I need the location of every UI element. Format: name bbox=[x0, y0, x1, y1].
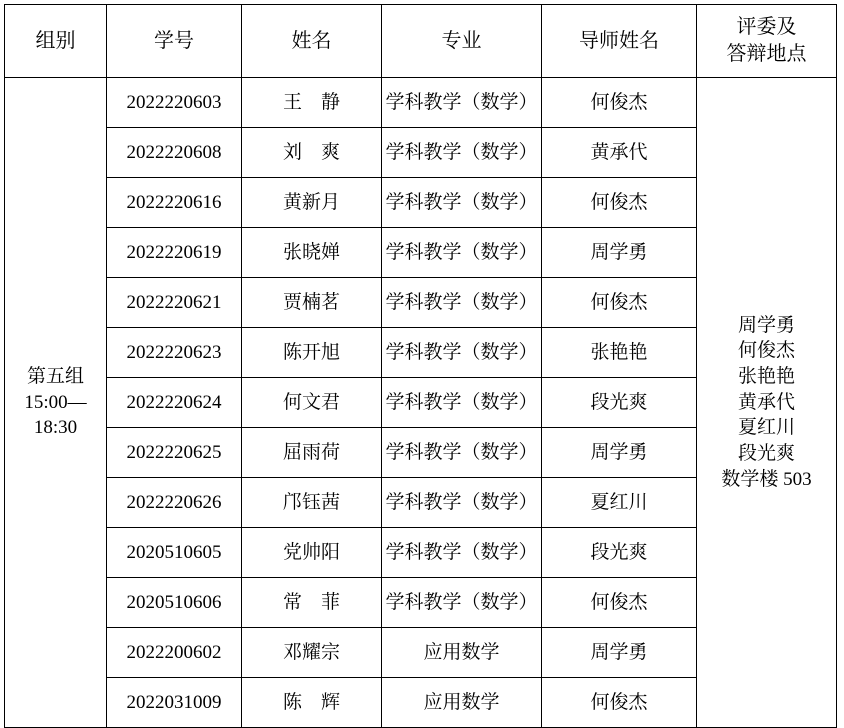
cell-name: 黄新月 bbox=[242, 178, 382, 228]
header-row bbox=[5, 5, 837, 78]
cell-major: 学科教学（数学） bbox=[382, 328, 542, 378]
cell-advisor: 何俊杰 bbox=[542, 678, 697, 728]
group-cell bbox=[5, 78, 107, 728]
cell-major: 学科教学（数学） bbox=[382, 228, 542, 278]
cell-student-id: 2020510605 bbox=[107, 528, 242, 578]
cell-major: 学科教学（数学） bbox=[382, 578, 542, 628]
group-time-line1: 15:00— bbox=[24, 391, 87, 413]
cell-student-id: 2022220626 bbox=[107, 478, 242, 528]
cell-major: 学科教学（数学） bbox=[382, 378, 542, 428]
cell-major: 学科教学（数学） bbox=[382, 428, 542, 478]
cell-major: 学科教学（数学） bbox=[382, 178, 542, 228]
cell-name: 何文君 bbox=[242, 378, 382, 428]
header-advisor: 导师姓名 bbox=[542, 5, 697, 78]
group-name: 第五组 bbox=[26, 366, 84, 388]
cell-major: 学科教学（数学） bbox=[382, 128, 542, 178]
table-row bbox=[5, 78, 837, 128]
cell-student-id: 2022220608 bbox=[107, 128, 242, 178]
cell-name: 常 菲 bbox=[242, 578, 382, 628]
header-panel-location bbox=[697, 5, 837, 78]
cell-student-id: 2022200602 bbox=[107, 628, 242, 678]
cell-advisor: 何俊杰 bbox=[542, 578, 697, 628]
cell-advisor: 夏红川 bbox=[542, 478, 697, 528]
cell-major: 学科教学（数学） bbox=[382, 278, 542, 328]
group-time-line2: 18:30 bbox=[33, 417, 78, 439]
cell-student-id: 2022220621 bbox=[107, 278, 242, 328]
cell-student-id: 2022220619 bbox=[107, 228, 242, 278]
defense-roster-table bbox=[4, 4, 837, 728]
cell-student-id: 2020510606 bbox=[107, 578, 242, 628]
table-header bbox=[5, 5, 837, 78]
cell-student-id: 2022031009 bbox=[107, 678, 242, 728]
cell-advisor: 何俊杰 bbox=[542, 178, 697, 228]
cell-name: 邓耀宗 bbox=[242, 628, 382, 678]
cell-major: 应用数学 bbox=[382, 678, 542, 728]
cell-student-id: 2022220603 bbox=[107, 78, 242, 128]
cell-advisor: 张艳艳 bbox=[542, 328, 697, 378]
cell-name: 邝钰茜 bbox=[242, 478, 382, 528]
cell-advisor: 黄承代 bbox=[542, 128, 697, 178]
cell-major: 学科教学（数学） bbox=[382, 478, 542, 528]
cell-major: 学科教学（数学） bbox=[382, 78, 542, 128]
cell-name: 陈开旭 bbox=[242, 328, 382, 378]
cell-student-id: 2022220623 bbox=[107, 328, 242, 378]
cell-name: 刘 爽 bbox=[242, 128, 382, 178]
cell-name: 贾楠茗 bbox=[242, 278, 382, 328]
panel-member: 黄承代 bbox=[737, 391, 795, 413]
cell-student-id: 2022220616 bbox=[107, 178, 242, 228]
cell-major: 学科教学（数学） bbox=[382, 528, 542, 578]
cell-advisor: 段光爽 bbox=[542, 528, 697, 578]
document-page bbox=[0, 4, 844, 726]
panel-member: 夏红川 bbox=[737, 417, 795, 439]
header-student-id: 学号 bbox=[107, 5, 242, 78]
cell-major: 应用数学 bbox=[382, 628, 542, 678]
panel-member: 张艳艳 bbox=[737, 366, 795, 388]
panel-member: 何俊杰 bbox=[737, 340, 795, 362]
cell-name: 党帅阳 bbox=[242, 528, 382, 578]
cell-student-id: 2022220625 bbox=[107, 428, 242, 478]
panel-cell bbox=[697, 78, 837, 728]
cell-advisor: 何俊杰 bbox=[542, 78, 697, 128]
cell-advisor: 周学勇 bbox=[542, 228, 697, 278]
cell-name: 陈 辉 bbox=[242, 678, 382, 728]
panel-member: 周学勇 bbox=[737, 314, 795, 336]
cell-advisor: 何俊杰 bbox=[542, 278, 697, 328]
cell-name: 王 静 bbox=[242, 78, 382, 128]
cell-advisor: 周学勇 bbox=[542, 428, 697, 478]
cell-name: 张晓婵 bbox=[242, 228, 382, 278]
panel-member: 段光爽 bbox=[737, 442, 795, 464]
panel-location: 数学楼 503 bbox=[721, 468, 812, 490]
header-major: 专业 bbox=[382, 5, 542, 78]
header-name: 姓名 bbox=[242, 5, 382, 78]
cell-student-id: 2022220624 bbox=[107, 378, 242, 428]
table-body bbox=[5, 78, 837, 728]
header-group: 组别 bbox=[5, 5, 107, 78]
cell-advisor: 段光爽 bbox=[542, 378, 697, 428]
cell-name: 屈雨荷 bbox=[242, 428, 382, 478]
header-panel-line1: 评委及 bbox=[736, 16, 797, 38]
cell-advisor: 周学勇 bbox=[542, 628, 697, 678]
header-panel-line2: 答辩地点 bbox=[726, 43, 807, 65]
